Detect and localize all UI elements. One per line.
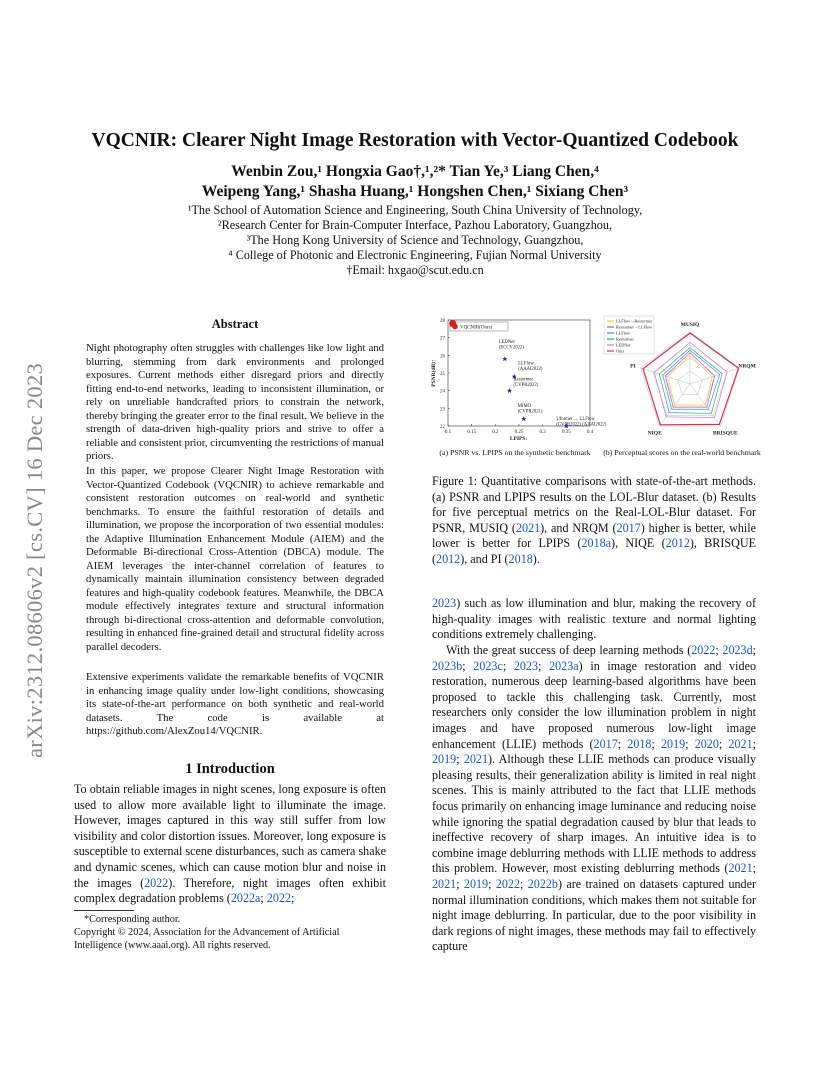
scatter-chart [426,314,607,456]
point-3 [507,388,512,393]
y-tick-label: 23 [440,407,445,413]
paper-title: VQCNIR: Clearer Night Image Restoration with Vector-Quantized Codebook [91,130,739,151]
intro-paragraph-left: To obtain reliable images in night scenes, long exposure is often used to allow more available light to illuminate the image. However, images captured in this way still suffer from low visibility and color distortion issues. Moreover, long exposure is susceptible to external scene disturbances, such as camera shake and dynamic scenes, which can cause motion blur and noise in the images (2022). Therefore, night images often exhibit complex degradation problems (2022a; 2022; [74,782,386,906]
arxiv-stamp-text: arXiv:2312.08606v2 [cs.CV] 16 Dec 2023 [22,362,47,758]
x-tick-label: 0.4 [586,430,594,435]
legend-label: VQCNIR(Ours) [460,325,493,331]
point-1 [502,356,507,361]
radar-legend-label: LLFlow→Restormer [616,318,653,324]
y-tick-label: 26 [440,354,445,360]
intro-paragraph-right-1: With the great success of deep learning methods (2022; 2023d; 2023b; 2023c; 2023; 2023a) in image restoration and video restoration, numerous deep learning-based algorithms have been proposed to tackle this challenging task. Currently, most researchers only consider the low illumination problem in night images and have proposed numerous low-light image enhancement (LLIE) methods (2017; 2018; 2019; 2020; 2021; 2019; 2021). Although these LLIE methods can produce visually pleasing results, their generalization ability is limited in real night scenes. This is mainly attributed to the fact that LLIE methods focus primarily on enhancing image luminance and reducing noise while ignoring the spatial degradation caused by blur that leads to ineffective recovery of sharp images. An intuitive idea is to combine image deblurring methods with LLIE methods to address this problem. However, most existing deblurring methods (2021; 2021; 2019; 2022; 2022b) are trained on datasets captured under normal illumination conditions, which makes them not suitable for night image deblurring. In particular, due to the poor visibility in dark regions of night images, these methods may fail to effectively capture [432,643,756,954]
section-heading-introduction: 1 Introduction [185,761,275,777]
point-label: (CVPR2021) [517,409,543,415]
point-label: (AAAI2022) [518,367,543,373]
radar-legend-label: Restormer [616,336,634,342]
radar-legend-label: Restormer→LLFlow [616,324,653,330]
x-tick-label: 0.35 [561,430,571,435]
abstract-paragraph-3: Extensive experiments validate the remarkable benefits of VQCNIR in enhancing image quality under low-light conditions, showcasing its state-of-the-art performance on both synthetic and real-world datasets. The code is available at https://github.com/AlexZou14/VQCNIR. [86,671,384,737]
y-tick-label: 24 [440,389,445,395]
point-label: MIMO [517,403,532,409]
y-tick-label: 25 [440,372,445,377]
footnote [74,913,386,952]
affiliation-2: ²Research Center for Brain-Computer Interface, Pazhou Laboratory, Guangzhou, [217,218,613,232]
point-label: (CVPR2022) [513,383,539,389]
subcaption-b: (b) Perceptual scores on the real-world benchmark [603,448,761,457]
radar-chart [602,314,767,456]
point-label: Restormer [513,377,534,383]
arxiv-stamp [10,290,54,760]
footnote-corresponding: *Corresponding author. [84,914,181,925]
axis-label-pi: PI [630,363,636,370]
author-line-1: Wenbin Zou,¹ Hongxia Gao†,¹,²* Tian Ye,³ Liang Chen,⁴ [231,163,599,180]
point-label: (ECCV2022) [498,345,524,351]
subcaption-a: (a) PSNR vs. LPIPS on the synthetic benchmark [439,448,591,457]
y-tick-label: 28 [440,319,445,324]
x-tick-label: 0.3 [539,430,546,435]
axis-label-musiq: MUSIQ [680,322,700,328]
radar-legend-label: LLFlow [616,330,631,336]
radar-series-5 [643,333,738,425]
intro-paragraph-right-0: 2023) such as low illumination and blur, making the recovery of high-quality images with realistic texture and normal lighting conditions extremely challenging. [432,596,756,642]
abstract-heading: Abstract [211,317,259,331]
radar-legend-label: LEDNet [616,342,631,348]
point-4 [521,416,526,421]
y-axis-label: PSNR(dB)↑ [431,359,437,387]
figure-1 [426,314,766,474]
affiliation-4: ⁴ College of Photonic and Electronic Engineering, Fujian Normal University [228,248,602,262]
point-label: LLFlow [518,361,534,367]
point-label: (CVPR2022) (AAAI2022) [556,422,607,428]
point-label: LEDNet [498,339,515,345]
abstract-paragraph-1: Night photography often struggles with challenges like low light and blurring, stemming from dark environments and prolonged exposures. Current methods either disregard priors and directly fitting end-to-end networks, leading to inconsistent illumination, or rely on unreliable handcrafted priors to constrain the network, thereby bringing the greater error to the final result. We believe in the strength of data-driven high-quality priors and strive to offer a reliable and consistent prior, circumventing the restrictions of manual priors. [86,342,384,462]
x-tick-label: 0.15 [467,430,477,435]
radar-legend-label: Ours [616,348,625,354]
x-tick-label: 0.25 [514,430,524,435]
abstract-paragraph-2: In this paper, we propose Clearer Night Image Restoration with Vector-Quantized Codebook (VQCNIR) to achieve remarkable and consistent restoration outcomes on real-world and synthetic benchmarks. To ensure the faithful restoration of details and illumination, we propose the incorporation of two essential modules: the Adaptive Illumination Enhancement Module (AIEM) and the Deformable Bi-directional Cross-Attention (DBCA) module. The AIEM leverages the inter-channel correlation of features to dynamically maintain illumination consistency between degraded features and high-quality codebook features. Meanwhile, the DBCA module effectively integrates texture and structural information through bi-directional cross-attention and deformable convolution, resulting in enhanced fine-grained detail and structural fidelity across parallel decoders. [86,465,384,653]
figure-1-caption: Figure 1: Quantitative comparisons with state-of-the-art methods. (a) PSNR and LPIPS results on the LOL-Blur dataset. (b) Results for five perceptual metrics on the Real-LOL-Blur dataset. For PSNR, MUSIQ (2021), and NRQM (2017) higher is better, while lower is better for LPIPS (2018a), NIQE (2012), BRISQUE (2012), and PI (2018). [432,474,756,566]
footnote-rule [74,910,134,911]
author-line-2: Weipeng Yang,¹ Shasha Huang,¹ Hongshen Chen,¹ Sixiang Chen³ [201,183,629,200]
author-email: †Email: hxgao@scut.edu.cn [346,263,484,277]
x-axis-label: LPIPS↓ [509,436,529,442]
axis-label-brisque: BRISQUE [712,430,738,437]
affiliation-3: ³The Hong Kong University of Science and Technology, Guangzhou, [246,233,584,247]
affiliation-1: ¹The School of Automation Science and Engineering, South China University of Technology, [187,203,643,217]
y-tick-label: 22 [440,425,445,430]
axis-label-niqe: NIQE [647,430,662,437]
y-tick-label: 27 [440,336,445,342]
x-tick-label: 0.1 [444,430,452,435]
axis-label-nrqm: NRQM [738,363,756,370]
x-tick-label: 0.2 [492,430,499,435]
point-label: Uformer → LLFlow [556,417,595,422]
point-ours [449,320,456,327]
footnote-copyright: Copyright © 2024, Association for the Advancement of Artificial Intelligence (www.aaai.org). All rights reserved. [74,927,340,951]
